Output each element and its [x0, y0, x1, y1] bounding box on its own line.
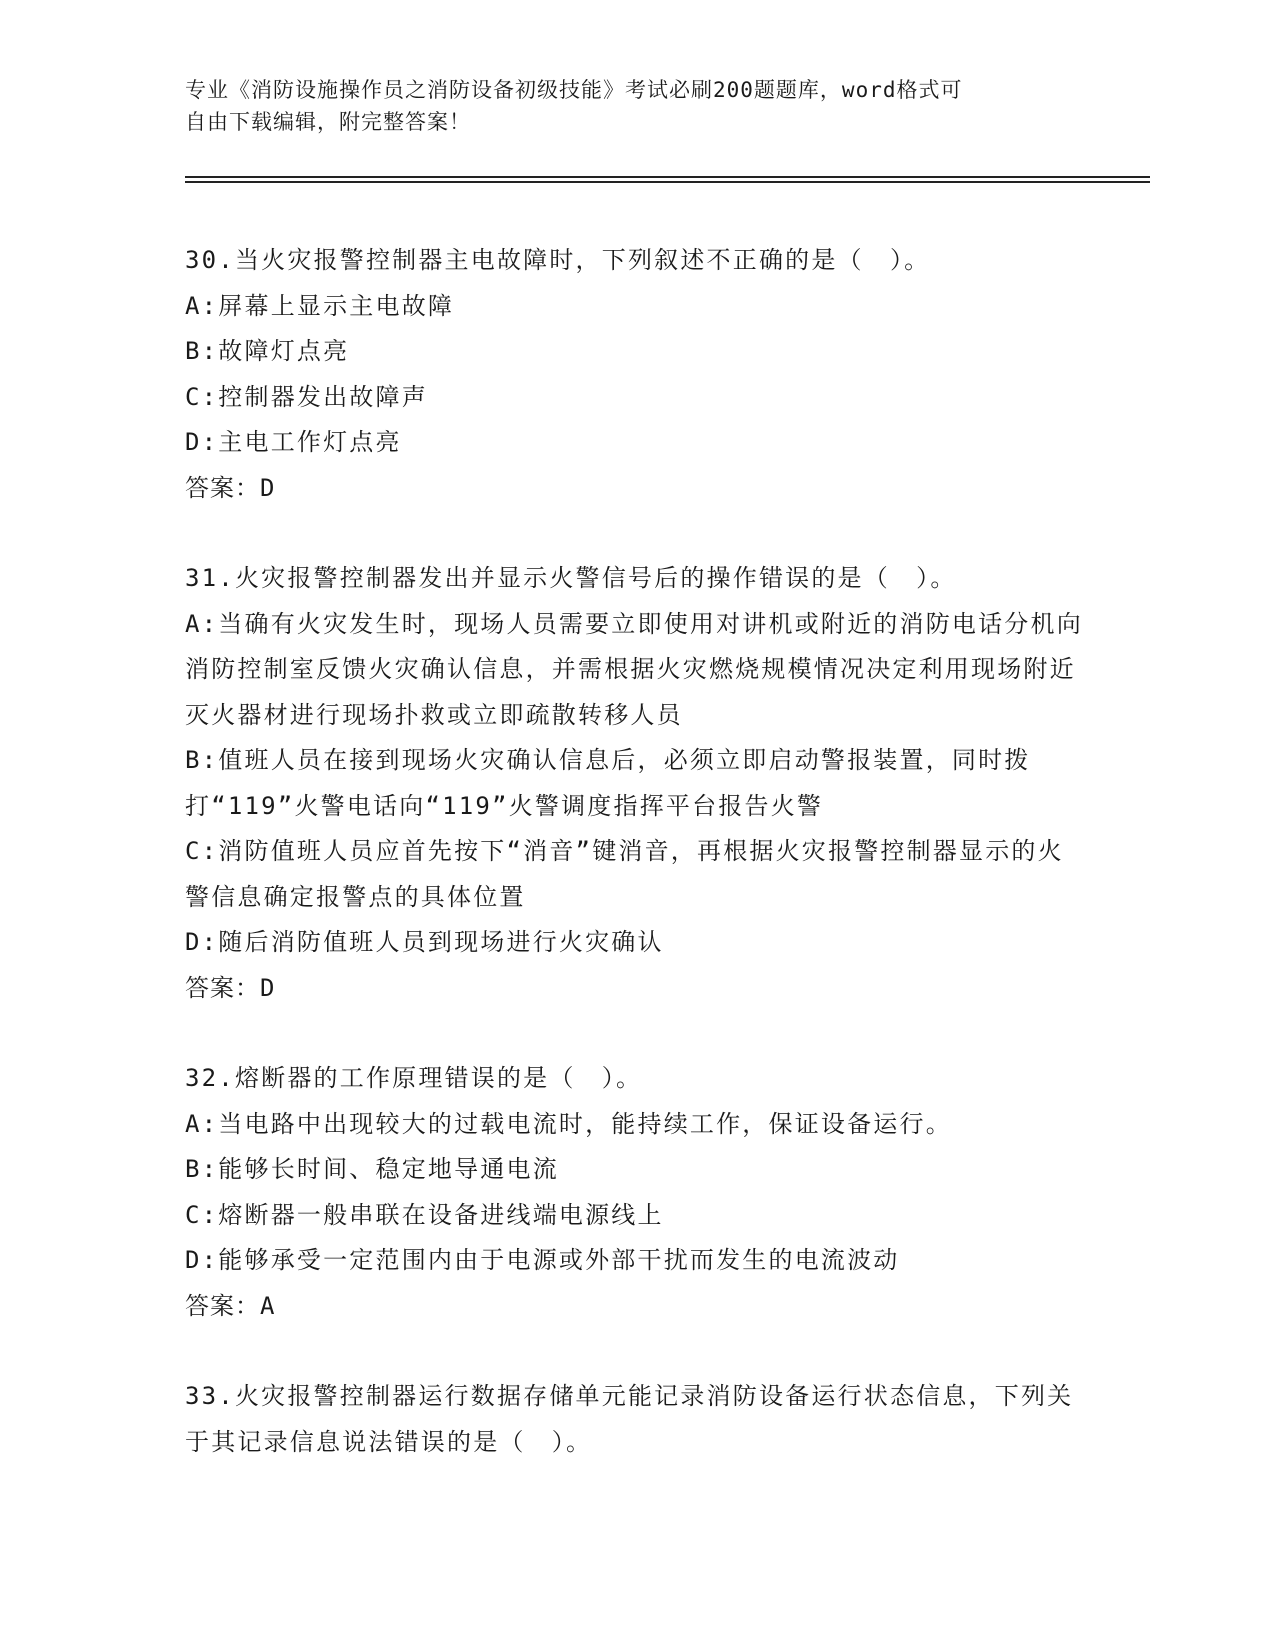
option-d: D:随后消防值班人员到现场进行火灾确认 [185, 928, 664, 956]
question-stem: 33.火灾报警控制器运行数据存储单元能记录消防设备运行状态信息，下列关于其记录信息说法错误的是（ ）。 [185, 1382, 1074, 1456]
question-32 [185, 1056, 1085, 1329]
answer-value: A [260, 1291, 277, 1320]
question-31 [185, 556, 1085, 1011]
option-a: A:当电路中出现较大的过载电流时，能持续工作，保证设备运行。 [185, 1109, 952, 1138]
header-line-2: 自由下载编辑，附完整答案！ [185, 110, 471, 134]
header-divider-top [185, 176, 1150, 178]
option-b: B:能够长时间、稳定地导通电流 [185, 1155, 559, 1183]
option-b: B:故障灯点亮 [185, 337, 350, 365]
header-divider-bottom [185, 181, 1150, 183]
question-list [185, 238, 1085, 1465]
answer-value: D [260, 973, 277, 1002]
option-c: C:消防值班人员应首先按下“消音”键消音，再根据火灾报警控制器显示的火警信息确定报警点的具体位置 [185, 837, 1064, 911]
option-c: C:控制器发出故障声 [185, 382, 428, 411]
question-33 [185, 1374, 1085, 1465]
answer-line [185, 1284, 1085, 1330]
option-c: C:熔断器一般串联在设备进线端电源线上 [185, 1200, 664, 1229]
answer-label: 答案： [185, 1291, 260, 1320]
answer-line [185, 966, 1085, 1012]
answer-label: 答案： [185, 473, 260, 502]
answer-label: 答案： [185, 973, 260, 1002]
question-stem: 30.当火灾报警控制器主电故障时，下列叙述不正确的是（ ）。 [185, 246, 931, 274]
option-a: A:屏幕上显示主电故障 [185, 291, 455, 320]
question-stem: 31.火灾报警控制器发出并显示火警信号后的操作错误的是（ ）。 [185, 564, 957, 592]
answer-value: D [260, 473, 277, 502]
document-header [185, 74, 1075, 138]
header-line-1: 专业《消防设施操作员之消防设备初级技能》考试必刷200题题库，word格式可 [185, 78, 963, 102]
answer-line [185, 466, 1085, 512]
option-a: A:当确有火灾发生时，现场人员需要立即使用对讲机或附近的消防电话分机向消防控制室反馈火灾确认信息，并需根据火灾燃烧规模情况决定利用现场附近灭火器材进行现场扑救或立即疏散转移人员 [185, 609, 1083, 729]
question-stem: 32.熔断器的工作原理错误的是（ ）。 [185, 1064, 643, 1092]
option-d: D:主电工作灯点亮 [185, 428, 402, 456]
option-d: D:能够承受一定范围内由于电源或外部干扰而发生的电流波动 [185, 1246, 900, 1274]
option-b: B:值班人员在接到现场火灾确认信息后，必须立即启动警报装置，同时拨打“119”火警电话向“119”火警调度指挥平台报告火警 [185, 746, 1031, 820]
question-30 [185, 238, 1085, 511]
